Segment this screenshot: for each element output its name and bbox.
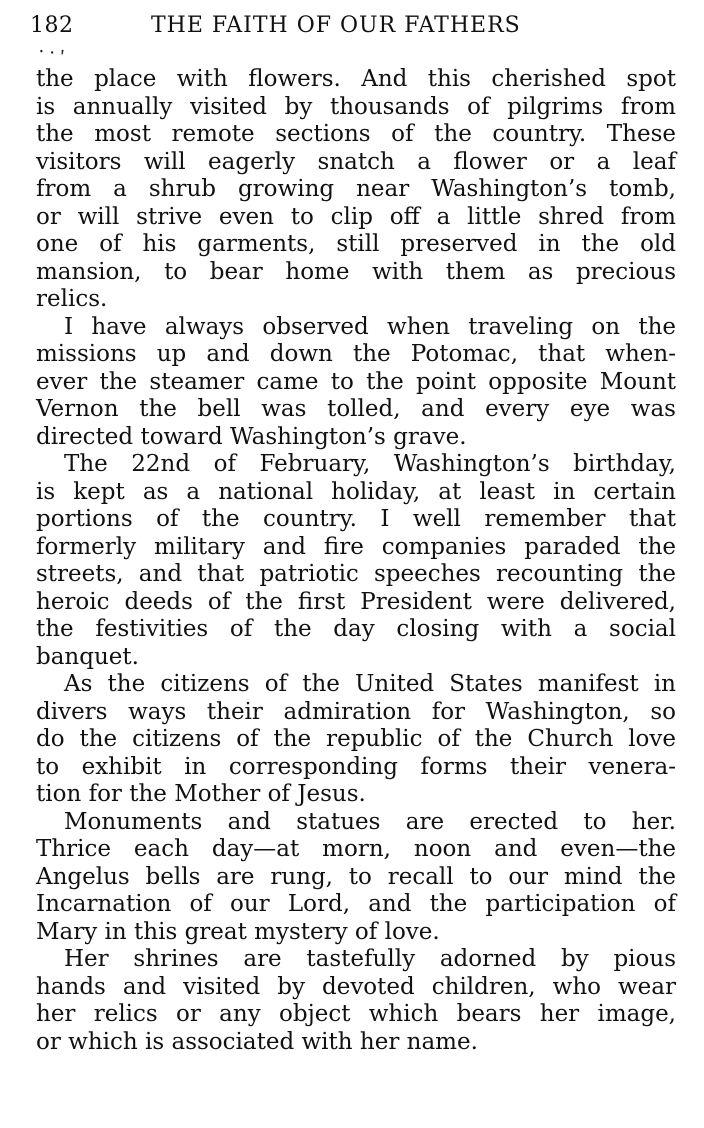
text-line: or will strive even to clip off a little shred from [36, 203, 676, 230]
text-line: from a shrub growing near Washington’s tomb, [36, 176, 676, 202]
text-line: is annually visited by thousands of pilgrims from [36, 93, 676, 120]
text-line: As the citizens of the United States manifest in [64, 671, 676, 697]
text-line: tion for the Mother of Jesus. [36, 781, 366, 807]
text-line: formerly military and fire companies paraded the [36, 533, 676, 560]
text-line: I have always observed when traveling on the [64, 313, 676, 340]
text-line: Monuments and statues are erected to her. [64, 808, 676, 835]
text-line: streets, and that patriotic speeches recounting the [36, 561, 676, 587]
text-line: one of his garments, still preserved in the old [36, 231, 676, 257]
text-line: or which is associated with her name. [36, 1028, 478, 1055]
text-line: Mary in this great mystery of love. [36, 918, 440, 945]
text-line: her relics or any object which bears her image, [36, 1001, 676, 1027]
text-line: heroic deeds of the first President were delivered, [36, 588, 676, 615]
text-line: missions up and down the Potomac, that when- [36, 341, 676, 367]
text-line: ever the steamer came to the point opposite Mount [36, 368, 676, 395]
text-line: Thrice each day—at morn, noon and even—the [36, 836, 676, 862]
page-header [30, 10, 670, 42]
print-speck-mark: ⸱ ⸳ ⸴ [37, 38, 67, 63]
text-line: directed toward Washington’s grave. [36, 423, 467, 450]
text-line: hands and visited by devoted children, who wear [36, 973, 676, 1000]
paragraph-1 [36, 66, 676, 314]
text-line: to exhibit in corresponding forms their venera- [36, 753, 676, 780]
text-line: visitors will eagerly snatch a flower or a leaf [36, 148, 676, 175]
text-line: Incarnation of our Lord, and the participation of [36, 891, 676, 917]
text-line: banquet. [36, 643, 139, 670]
text-line: the place with flowers. And this cherished spot [36, 66, 676, 92]
paragraph-2 [36, 314, 676, 452]
text-line: Vernon the bell was tolled, and every eye was [36, 396, 676, 422]
body-text [36, 66, 676, 1056]
text-line: divers ways their admiration for Washington, so [36, 698, 676, 725]
text-line: The 22nd of February, Washington’s birthday, [64, 451, 676, 477]
text-line: relics. [36, 286, 108, 312]
text-line: Angelus bells are rung, to recall to our mind the [36, 863, 676, 890]
paragraph-4 [36, 671, 676, 809]
text-line: Her shrines are tastefully adorned by pious [64, 946, 676, 972]
text-line: the most remote sections of the country. These [36, 121, 676, 147]
paragraph-5 [36, 809, 676, 947]
paragraph-3 [36, 451, 676, 671]
text-line: do the citizens of the republic of the Church love [36, 726, 676, 752]
text-line: the festivities of the day closing with a social [36, 616, 676, 642]
page-number: 182 [30, 13, 74, 38]
text-line: is kept as a national holiday, at least in certain [36, 478, 676, 505]
running-title: THE FAITH OF OUR FATHERS [151, 13, 521, 38]
text-line: mansion, to bear home with them as precious [36, 258, 676, 285]
paragraph-6 [36, 946, 676, 1056]
text-line: portions of the country. I well remember that [36, 506, 676, 532]
